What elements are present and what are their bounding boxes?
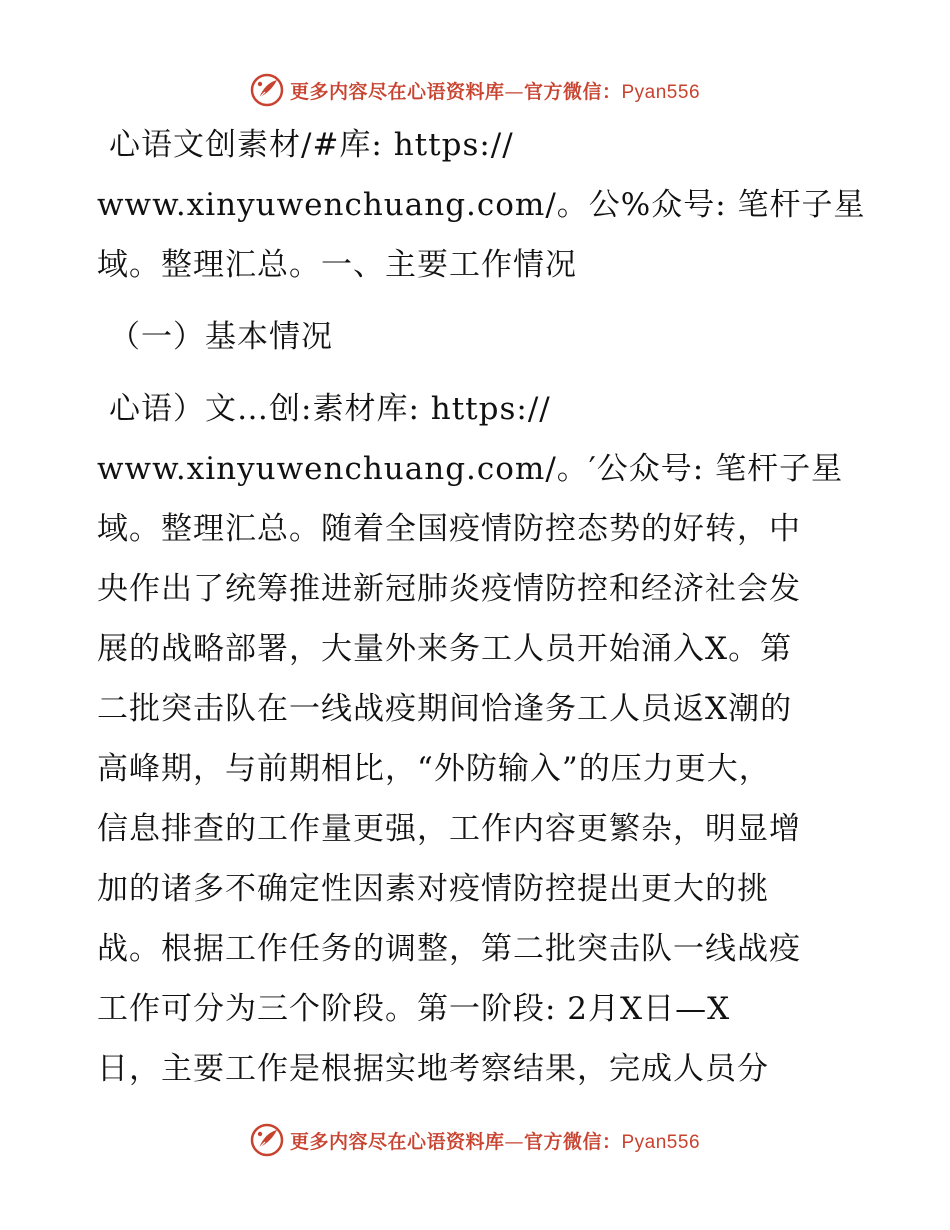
- banner-wechat-label: 官方微信：: [523, 80, 622, 103]
- text-line: 心语文创素材/#库: https://: [109, 127, 514, 163]
- text-line: www.xinyuwenchuang.com/。′公众号: 笔杆子星: [97, 451, 844, 487]
- paragraph-basic-situation: [97, 379, 857, 1099]
- paragraph-intro: [97, 115, 866, 295]
- text-line: 二批突击队在一线战疫期间恰逢务工人员返X潮的: [97, 691, 793, 727]
- text-line: 日，主要工作是根据实地考察结果，完成人员分: [97, 1051, 769, 1087]
- text-line: 信息排查的工作量更强，工作内容更繁杂，明显增: [97, 811, 801, 847]
- text-line: 高峰期，与前期相比，“外防输入”的压力更大，: [97, 751, 771, 787]
- text-line: 心语）文…创:素材库: https://: [109, 391, 551, 427]
- quill-logo-icon: [250, 73, 284, 107]
- banner-site-text: 更多内容尽在心语资料库: [289, 1130, 505, 1153]
- text-line: 展的战略部署，大量外来务工人员开始涌入X。第: [97, 631, 793, 667]
- text-line: 加的诸多不确定性因素对疫情防控提出更大的挑: [97, 871, 769, 907]
- banner-site-text: 更多内容尽在心语资料库: [289, 80, 505, 103]
- text-line: 工作可分为三个阶段。第一阶段: 2月X日—X: [97, 991, 731, 1027]
- banner-account: Pyan556: [621, 81, 701, 103]
- banner-wechat-label: 官方微信：: [523, 1130, 622, 1153]
- text-line: www.xinyuwenchuang.com/。公%众号: 笔杆子星: [97, 187, 866, 223]
- banner-separator: —: [504, 80, 524, 103]
- quill-logo-icon: [250, 1123, 284, 1157]
- banner-separator: —: [504, 1130, 524, 1153]
- header-watermark-banner: [0, 70, 950, 110]
- section-heading: （一）基本情况: [109, 319, 333, 355]
- text-line: 域。整理汇总。一、主要工作情况: [97, 247, 577, 283]
- document-body: [97, 115, 866, 1099]
- text-line: 战。根据工作任务的调整，第二批突击队一线战疫: [97, 931, 801, 967]
- text-line: 域。整理汇总。随着全国疫情防控态势的好转，中: [97, 511, 801, 547]
- text-line: 央作出了统筹推进新冠肺炎疫情防控和经济社会发: [97, 571, 801, 607]
- footer-watermark-banner: [0, 1120, 950, 1160]
- banner-account: Pyan556: [621, 1131, 701, 1153]
